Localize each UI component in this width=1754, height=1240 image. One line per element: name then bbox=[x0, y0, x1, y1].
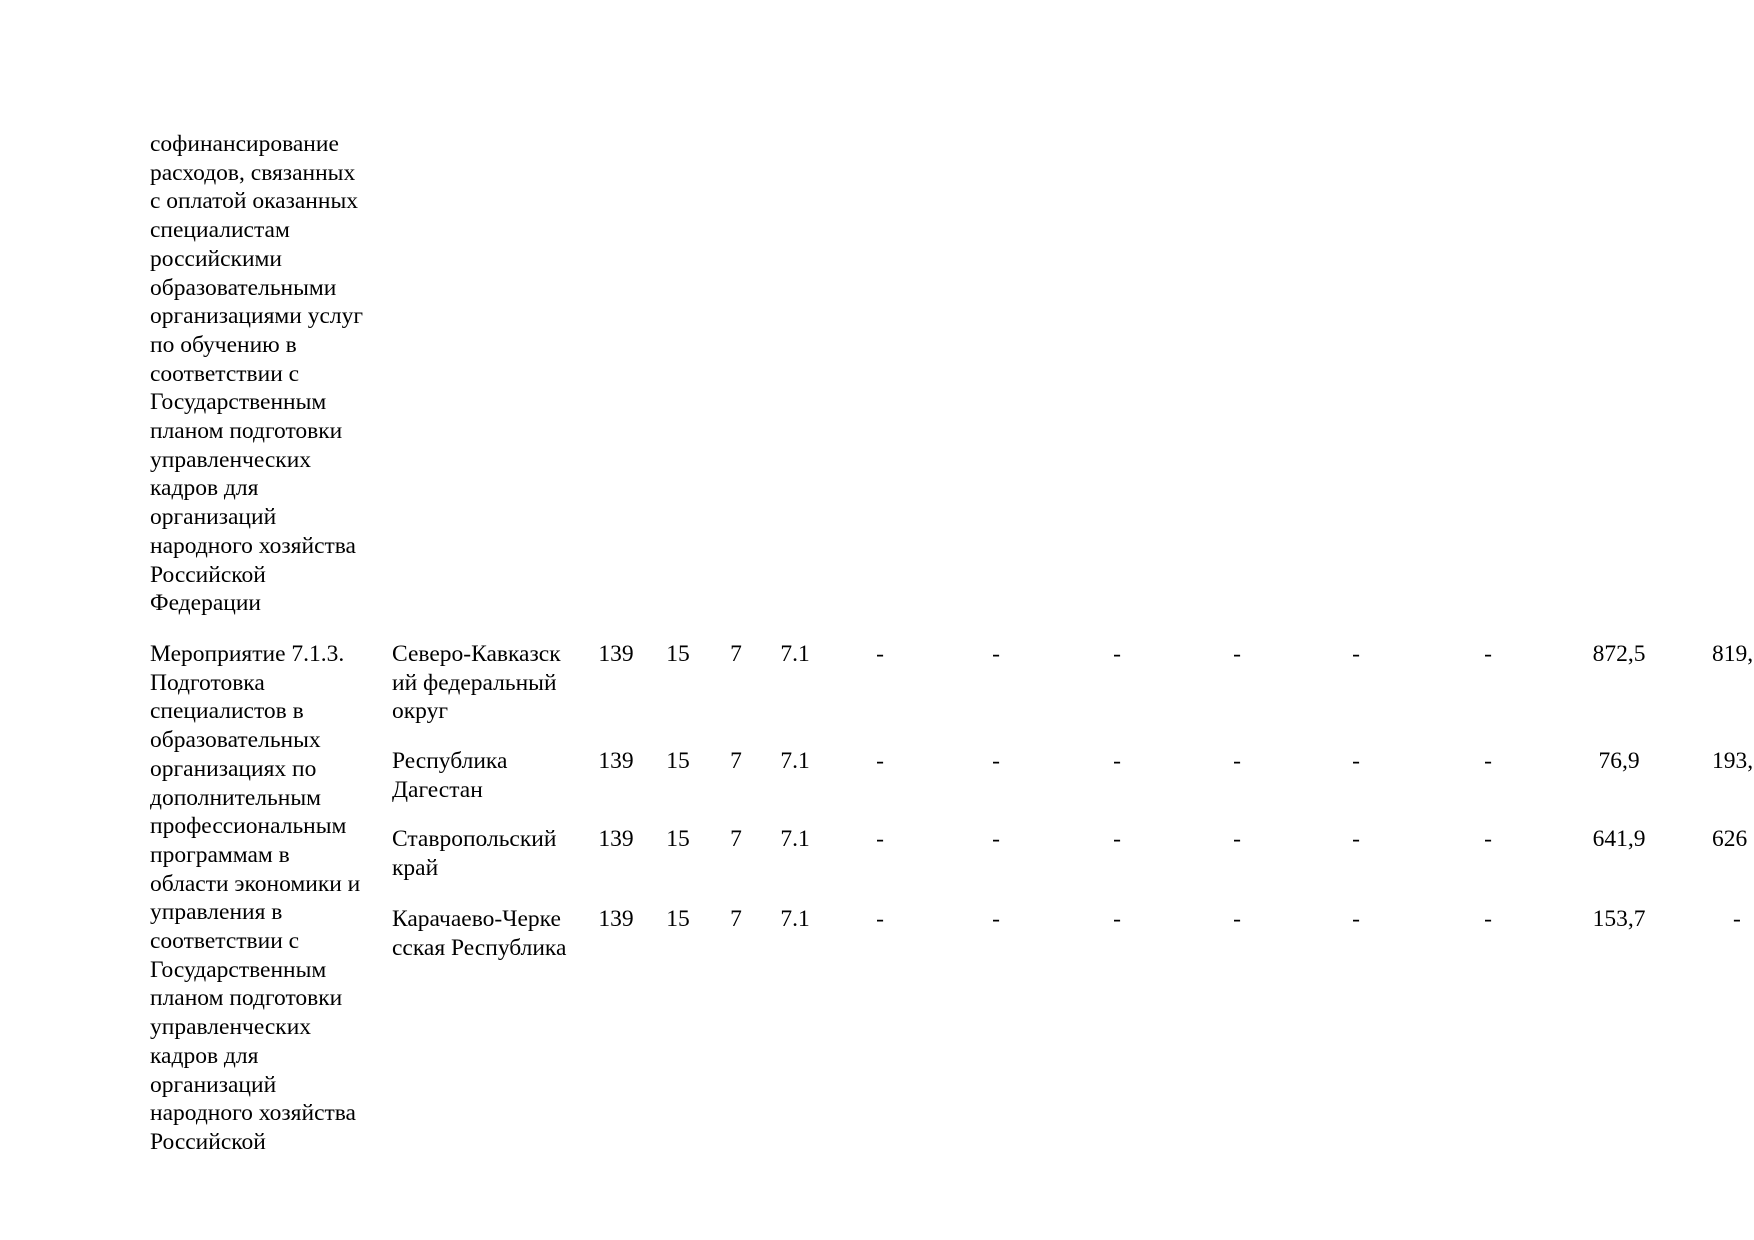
value-cell: - bbox=[1733, 906, 1741, 932]
value-cell: - bbox=[1484, 906, 1492, 932]
code-cell: 139 bbox=[598, 641, 634, 667]
code-cell: 7.1 bbox=[780, 748, 810, 774]
code-cell: 7 bbox=[730, 906, 742, 932]
value-cell: - bbox=[1484, 641, 1492, 667]
code-cell: 15 bbox=[666, 906, 690, 932]
value-cell: 193, bbox=[1712, 748, 1754, 774]
value-cell: - bbox=[992, 748, 1000, 774]
code-cell: 7.1 bbox=[780, 906, 810, 932]
code-cell: 139 bbox=[598, 826, 634, 852]
previous-item-description: софинансирование расходов, связанных с оплатой оказанных специалистам российскими образовательными организациями услуг по обучению в соответствии с Государственным планом подготовки управленческих кадров для организаций народного хозяйства Российской Федерации bbox=[150, 131, 364, 617]
code-cell: 7 bbox=[730, 748, 742, 774]
code-cell: 7 bbox=[730, 641, 742, 667]
region-name: Северо-Кавказск ий федеральный округ bbox=[392, 641, 561, 725]
value-cell: - bbox=[1484, 748, 1492, 774]
value-cell: - bbox=[876, 906, 884, 932]
code-cell: 15 bbox=[666, 748, 690, 774]
value-cell: - bbox=[992, 641, 1000, 667]
region-name: Республика Дагестан bbox=[392, 748, 508, 803]
value-cell: - bbox=[1233, 906, 1241, 932]
value-cell: - bbox=[1352, 906, 1360, 932]
code-cell: 7.1 bbox=[780, 826, 810, 852]
value-cell: - bbox=[1352, 748, 1360, 774]
value-cell: - bbox=[876, 641, 884, 667]
code-cell: 7.1 bbox=[780, 641, 810, 667]
value-cell: - bbox=[1233, 641, 1241, 667]
region-name: Ставропольский край bbox=[392, 826, 557, 881]
value-cell: - bbox=[1113, 906, 1121, 932]
value-cell: - bbox=[1352, 826, 1360, 852]
value-cell: - bbox=[1233, 748, 1241, 774]
code-cell: 15 bbox=[666, 826, 690, 852]
value-cell: - bbox=[1113, 748, 1121, 774]
value-cell: 76,9 bbox=[1598, 748, 1640, 774]
value-cell: - bbox=[992, 906, 1000, 932]
value-cell: 641,9 bbox=[1592, 826, 1646, 852]
value-cell: 872,5 bbox=[1592, 641, 1646, 667]
value-cell: - bbox=[1352, 641, 1360, 667]
value-cell: 819, bbox=[1712, 641, 1754, 667]
value-cell: - bbox=[992, 826, 1000, 852]
code-cell: 15 bbox=[666, 641, 690, 667]
code-cell: 7 bbox=[730, 826, 742, 852]
value-cell: - bbox=[1484, 826, 1492, 852]
value-cell: - bbox=[1113, 641, 1121, 667]
code-cell: 139 bbox=[598, 906, 634, 932]
value-cell: - bbox=[876, 826, 884, 852]
value-cell: - bbox=[876, 748, 884, 774]
region-name: Карачаево-Черке сская Республика bbox=[392, 906, 567, 961]
code-cell: 139 bbox=[598, 748, 634, 774]
measure-description: Мероприятие 7.1.3. Подготовка специалистов в образовательных организациях по дополнительным профессиональным программам в области экономики и управления в соответствии с Государственным планом подготовки управленческих кадров для организаций народного хозяйства Российской bbox=[150, 641, 361, 1155]
value-cell: 153,7 bbox=[1592, 906, 1646, 932]
value-cell: - bbox=[1113, 826, 1121, 852]
value-cell: 626 bbox=[1712, 826, 1748, 852]
value-cell: - bbox=[1233, 826, 1241, 852]
